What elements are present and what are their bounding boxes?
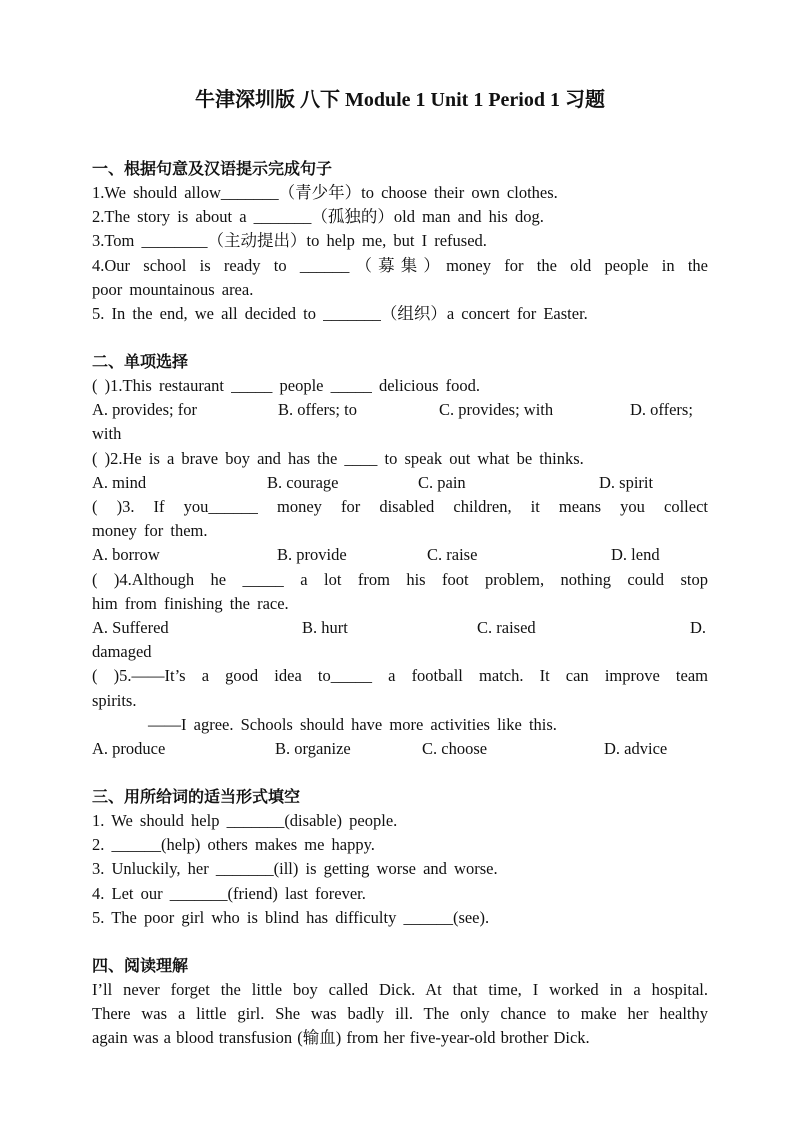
option-a: A. produce: [92, 738, 166, 758]
question-line: 4. Let our _______(friend) last forever.: [92, 883, 366, 903]
passage-line: There was a little girl. She was badly ill. The only chance to make her healthy: [92, 1004, 708, 1024]
section-multiple-choice: [92, 350, 708, 761]
question-line: 2.The story is about a _______（孤独的）old man and his dog.: [92, 207, 544, 227]
section-sentence-completion: [92, 157, 708, 326]
answer-options: [92, 398, 708, 422]
passage-line: again was a blood transfusion (输血) from her five-year-old brother Dick.: [92, 1028, 590, 1048]
option-d: D. offers;: [630, 400, 693, 420]
option-c: C. choose: [422, 738, 488, 758]
question-stem: ( )1.This restaurant _____ people _____ delicious food.: [92, 376, 481, 395]
option-c: C. provides; with: [439, 400, 554, 420]
answer-options: [92, 471, 708, 495]
option-b: B. hurt: [302, 617, 348, 637]
option-d: D.: [690, 617, 707, 637]
answer-options: [92, 616, 708, 640]
question-stem: ( )5.——It’s a good idea to_____ a football match. It can improve team: [92, 666, 708, 686]
section-heading: 三、用所给词的适当形式填空: [92, 787, 301, 806]
option-d: D. advice: [604, 738, 668, 758]
answer-options: [92, 543, 708, 567]
option-d: D. lend: [611, 545, 660, 565]
option-b: B. offers; to: [278, 400, 357, 420]
section-reading-comprehension: [92, 954, 708, 1051]
option-a: A. borrow: [92, 545, 160, 565]
option-c: C. pain: [418, 472, 466, 492]
section-heading: 一、根据句意及汉语提示完成句子: [92, 159, 333, 178]
question-line: poor mountainous area.: [92, 279, 254, 299]
option-c: C. raised: [477, 617, 536, 637]
question-stem: ( )2.He is a brave boy and has the ____ to speak out what be thinks.: [92, 448, 584, 468]
option-b: B. courage: [267, 472, 339, 492]
option-continuation: with: [92, 424, 122, 444]
option-continuation: damaged: [92, 642, 152, 662]
question-line: 4.Our school is ready to ______（募集）money for the old people in the: [92, 255, 708, 275]
page-title: 牛津深圳版 八下 Module 1 Unit 1 Period 1 习题: [195, 89, 605, 111]
section-heading: 四、阅读理解: [92, 956, 189, 975]
question-stem-continuation: spirits.: [92, 690, 137, 710]
option-a: A. mind: [92, 472, 147, 492]
question-line: 5. The poor girl who is blind has difficulty ______(see).: [92, 907, 490, 927]
section-heading: 二、单项选择: [92, 352, 189, 371]
question-line: 3.Tom ________（主动提出）to help me, but I refused.: [92, 231, 487, 251]
option-b: B. provide: [277, 545, 347, 565]
question-line: 1.We should allow_______（青少年）to choose their own clothes.: [92, 183, 558, 202]
option-a: A. Suffered: [92, 617, 169, 637]
question-stem-continuation: money for them.: [92, 521, 208, 541]
passage-line: I’ll never forget the little boy called Dick. At that time, I worked in a hospital.: [92, 980, 708, 999]
question-line: 1. We should help _______(disable) people.: [92, 811, 398, 830]
question-stem-continuation: him from finishing the race.: [92, 593, 289, 613]
question-stem: ( )3. If you______ money for disabled children, it means you collect: [92, 496, 708, 516]
option-d: D. spirit: [599, 472, 654, 492]
question-stem: ( )4.Although he _____ a lot from his foot problem, nothing could stop: [92, 569, 708, 589]
question-line: 3. Unluckily, her _______(ill) is getting worse and worse.: [92, 859, 498, 879]
dialogue-reply: ——I agree. Schools should have more activities like this.: [148, 714, 557, 734]
option-b: B. organize: [275, 738, 351, 758]
answer-options: [92, 737, 708, 761]
option-a: A. provides; for: [92, 400, 197, 420]
section-word-forms: [92, 785, 708, 930]
option-c: C. raise: [427, 545, 478, 565]
question-line: 5. In the end, we all decided to _______（组织）a concert for Easter.: [92, 304, 588, 324]
question-line: 2. ______(help) others makes me happy.: [92, 835, 375, 855]
